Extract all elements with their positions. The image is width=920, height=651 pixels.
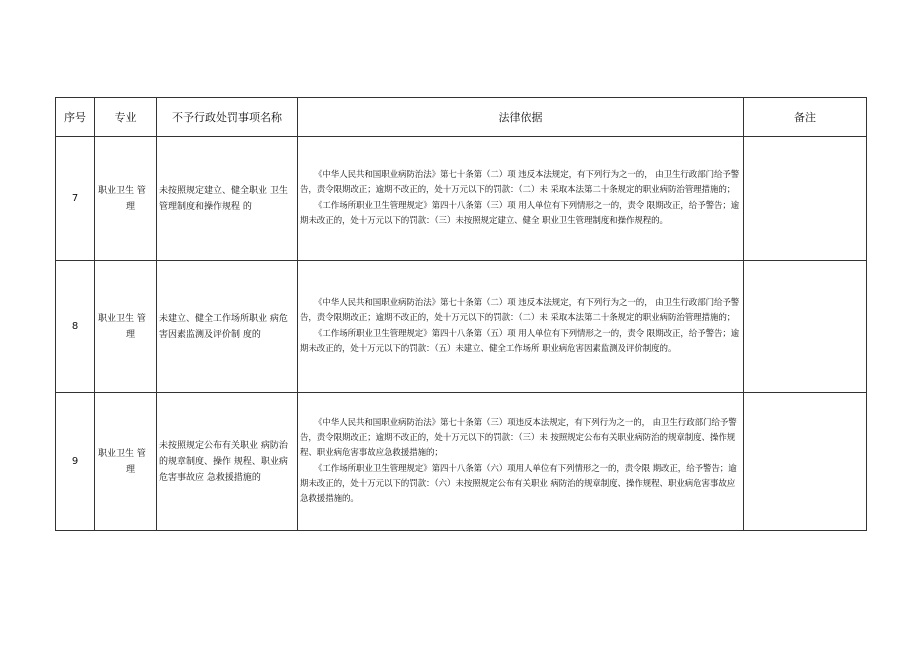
legal-basis-paragraph-1: 《中华人民共和国职业病防治法》第七十条第（三）项违反本法规定，有下列行为之一的， 由卫生行政部门给予警告，责令限期改正；逾期不改正的，处十万元以下的罚款：（三）未 按照规定公布有关职业病防治的规章制度、操作规程、职业病危害事故应急救援措施的； bbox=[300, 417, 737, 459]
specialty-cell bbox=[95, 261, 157, 393]
legal-basis-paragraph-2: 《工作场所职业卫生管理规定》第四十八条第（六）项用人单位有下列情形之一的，责令限 期改正，给予警告；逾期未改正的，处十万元以下的罚款：（六）未按照规定公布有关职业 病防治的规章制度、操作规程、职业病危害事故应急救援措施的。 bbox=[300, 463, 737, 504]
penalty-exemption-table bbox=[55, 97, 867, 531]
legal-basis-cell bbox=[298, 261, 744, 393]
row-number: 8 bbox=[56, 261, 95, 393]
item-name-cell: 未按照规定公布有关职业 病防治的规章制度、操作 规程、职业病危害事故应 急救援措施的 bbox=[157, 393, 298, 531]
header-no: 序号 bbox=[56, 98, 95, 137]
header-item-name: 不予行政处罚事项名称 bbox=[157, 98, 298, 137]
legal-basis-paragraph-1: 《中华人民共和国职业病防治法》第七十条第（二）项 违反本法规定，有下列行为之一的， 由卫生行政部门给予警告，责令限期改正；逾期不改正的，处十万元以下的罚款：（二）未 采取本法第二十条规定的职业病防治管理措施的； bbox=[300, 170, 740, 196]
header-legal-basis: 法律依据 bbox=[298, 98, 744, 137]
legal-basis-cell bbox=[298, 137, 744, 261]
header-remarks: 备注 bbox=[744, 98, 867, 137]
legal-basis-paragraph-2: 《工作场所职业卫生管理规定》第四十八条第（五）项 用人单位有下列情形之一的，责令 限期改正，给予警告；逾期未改正的，处十万元以下的罚款：（五）未建立、健全工作场所 职业病危害因素监测及评价制度的。 bbox=[300, 328, 740, 354]
specialty-line-2: 理 bbox=[126, 201, 136, 212]
specialty-line-1: 职业卫生 管 bbox=[98, 448, 146, 459]
table-row bbox=[56, 137, 867, 261]
row-number: 9 bbox=[56, 393, 95, 531]
row-number: 7 bbox=[56, 137, 95, 261]
specialty-cell bbox=[95, 393, 157, 531]
table-header-row bbox=[56, 98, 867, 137]
specialty-line-1: 职业卫生 管 bbox=[98, 185, 146, 196]
remarks-cell bbox=[744, 137, 867, 261]
legal-basis-paragraph-1: 《中华人民共和国职业病防治法》第七十条第（二）项 违反本法规定，有下列行为之一的， 由卫生行政部门给予警告，责令限期改正；逾期不改正的，处十万元以下的罚款：（二）未 采取本法第二十条规定的职业病防治管理措施的； bbox=[300, 298, 740, 324]
specialty-line-1: 职业卫生 管 bbox=[98, 313, 146, 324]
item-name-cell: 未按照规定建立、健全职业 卫生管理制度和操作规程 的 bbox=[157, 137, 298, 261]
remarks-cell bbox=[744, 261, 867, 393]
item-name-cell: 未建立、健全工作场所职业 病危害因素监测及评价制 度的 bbox=[157, 261, 298, 393]
legal-basis-cell bbox=[298, 393, 744, 531]
specialty-cell bbox=[95, 137, 157, 261]
specialty-line-2: 理 bbox=[126, 329, 136, 340]
table-row bbox=[56, 393, 867, 531]
header-specialty: 专业 bbox=[95, 98, 157, 137]
table-row bbox=[56, 261, 867, 393]
remarks-cell bbox=[744, 393, 867, 531]
specialty-line-2: 理 bbox=[126, 464, 136, 475]
legal-basis-paragraph-2: 《工作场所职业卫生管理规定》第四十八条第（三）项 用人单位有下列情形之一的，责令 限期改正，给予警告；逾期未改正的，处十万元以下的罚款：（三）未按照规定建立、健全 职业卫生管理制度和操作规程的。 bbox=[300, 200, 740, 226]
